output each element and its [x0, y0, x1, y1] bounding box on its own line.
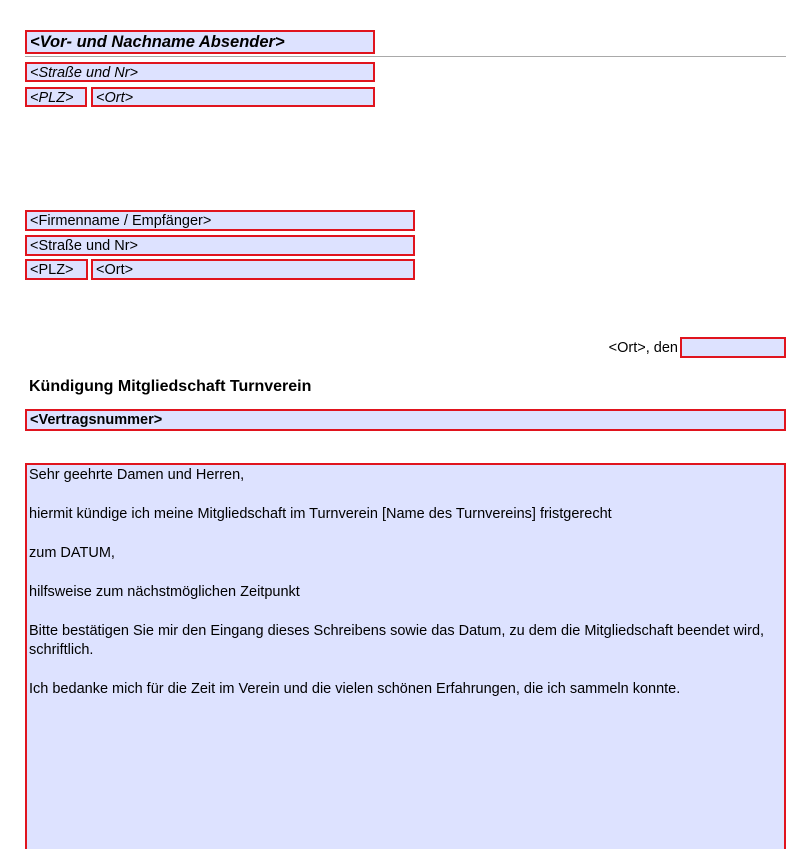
recipient-name-field[interactable]: <Firmenname / Empfänger> [25, 210, 415, 231]
date-prefix-label: <Ort>, den [608, 340, 678, 356]
sender-zip-field[interactable]: <PLZ> [25, 87, 87, 107]
body-paragraph-date: zum DATUM, [29, 545, 115, 561]
recipient-city-field[interactable]: <Ort> [91, 259, 415, 280]
sender-name-field[interactable]: <Vor- und Nachname Absender> [25, 30, 375, 54]
date-line [560, 337, 786, 358]
body-paragraph-termination: hiermit kündige ich meine Mitgliedschaft im Turnverein [Name des Turnvereins] fristgerecht [29, 506, 612, 522]
body-paragraph-confirmation: Bitte bestätigen Sie mir den Eingang dieses Schreibens sowie das Datum, zu dem die Mitgliedschaft beendet wird, schriftlich. [29, 623, 765, 658]
date-field[interactable] [680, 337, 786, 358]
body-paragraph-thanks: Ich bedanke mich für die Zeit im Verein und die vielen schönen Erfahrungen, die ich sammeln konnte. [29, 681, 681, 697]
sender-divider [25, 56, 786, 57]
body-paragraph-salutation: Sehr geehrte Damen und Herren, [29, 467, 245, 483]
recipient-street-field[interactable]: <Straße und Nr> [25, 235, 415, 256]
recipient-zip-field[interactable]: <PLZ> [25, 259, 88, 280]
subject-heading: Kündigung Mitgliedschaft Turnverein [29, 378, 312, 395]
sender-city-field[interactable]: <Ort> [91, 87, 375, 107]
body-paragraph-fallback: hilfsweise zum nächstmöglichen Zeitpunkt [29, 584, 300, 600]
contract-number-field[interactable]: <Vertragsnummer> [25, 409, 786, 431]
sender-street-field[interactable]: <Straße und Nr> [25, 62, 375, 82]
letter-body-field[interactable] [25, 463, 786, 849]
